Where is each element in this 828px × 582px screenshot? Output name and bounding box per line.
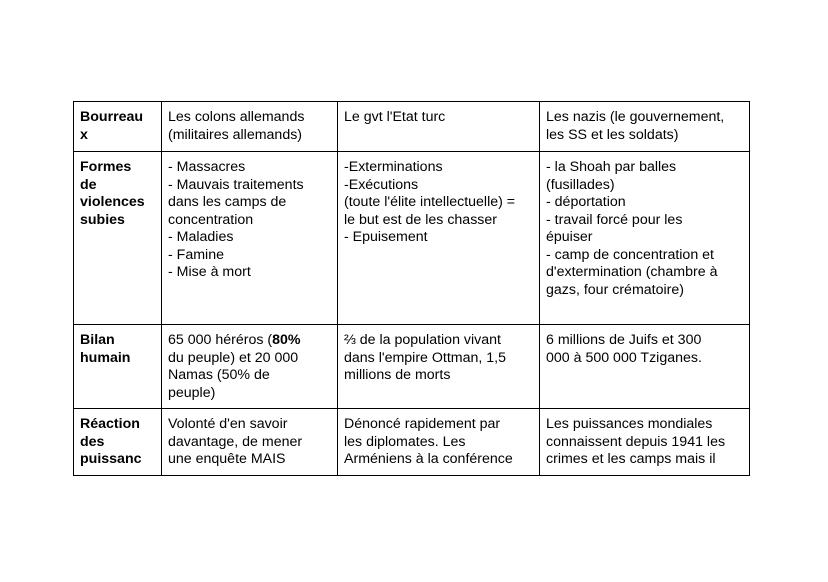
cell-germans-violence: - Massacres - Mauvais traitements dans les camps de concentration - Maladies - Famine - Mise à mort [162, 152, 338, 325]
cell-nazis-violence: - la Shoah par balles (fusillades) - déportation - travail forcé pour les épuiser - camp de concentration et d'extermination (chambre à gazs, four crématoire) [540, 152, 750, 325]
table-row-human-toll [74, 325, 750, 409]
comparison-table [73, 101, 750, 476]
cell-germans-toll: 65 000 héréros (80% du peuple) et 20 000 Namas (50% de peuple) [162, 325, 338, 409]
row-header-violence-forms: Formes de violences subies [74, 152, 162, 325]
cell-turkey-toll: ⅔ de la population vivant dans l'empire Ottman, 1,5 millions de morts [338, 325, 540, 409]
row-header-powers-reaction: Réaction des puissanc [74, 409, 162, 476]
table-row-executioners [74, 102, 750, 152]
row-header-human-toll: Bilan humain [74, 325, 162, 409]
cell-turkey-violence: -Exterminations -Exécutions (toute l'élite intellectuelle) = le but est de les chasser - Epuisement [338, 152, 540, 325]
table-row-violence-forms [74, 152, 750, 325]
cell-germans-executioners: Les colons allemands (militaires allemands) [162, 102, 338, 152]
cell-nazis-executioners: Les nazis (le gouvernement, les SS et les soldats) [540, 102, 750, 152]
cell-nazis-toll: 6 millions de Juifs et 300 000 à 500 000 Tziganes. [540, 325, 750, 409]
cell-germans-reaction: Volonté d'en savoir davantage, de mener une enquête MAIS [162, 409, 338, 476]
row-header-executioners: Bourreau x [74, 102, 162, 152]
cell-turkey-reaction: Dénoncé rapidement par les diplomates. Les Arméniens à la conférence [338, 409, 540, 476]
cell-nazis-reaction: Les puissances mondiales connaissent depuis 1941 les crimes et les camps mais il [540, 409, 750, 476]
cell-turkey-executioners: Le gvt l'Etat turc [338, 102, 540, 152]
table-row-powers-reaction [74, 409, 750, 476]
